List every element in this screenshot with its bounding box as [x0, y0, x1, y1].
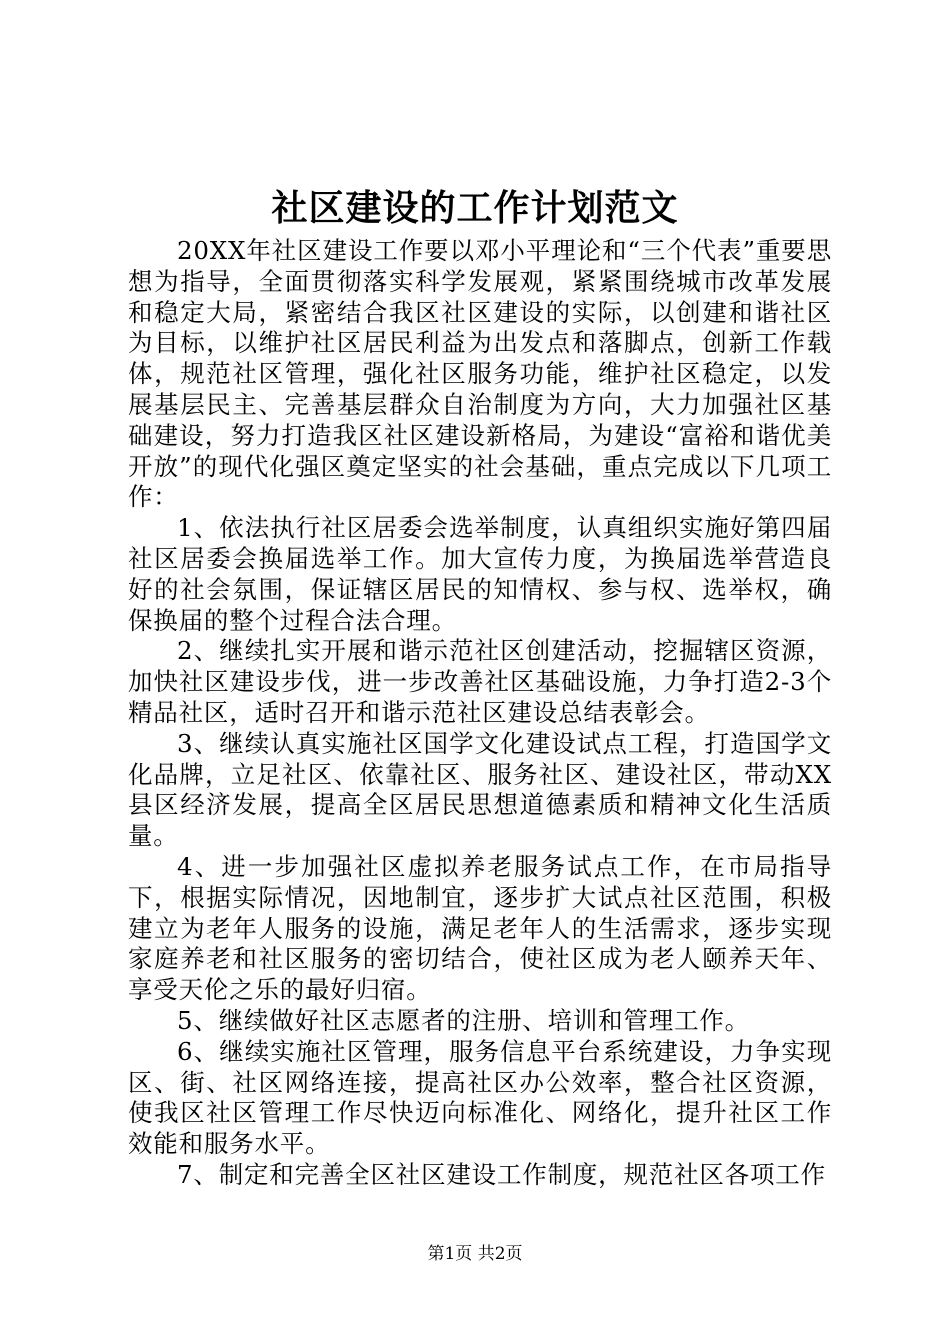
paragraph-item-7: 7、制定和完善全区社区建设工作制度，规范社区各项工作: [177, 1159, 826, 1189]
paragraph-item-1: 1、依法执行社区居委会选举制度，认真组织实施好第四届社区居委会换届选举工作。加大宣传力度，为换届选举营造良好的社会氛围，保证辖区居民的知情权、参与权、选举权，确保换届的整个过程合法合理。: [128, 513, 832, 635]
paragraph-item-4: 4、进一步加强社区虚拟养老服务试点工作，在市局指导下，根据实际情况，因地制宜，逐步扩大试点社区范围，积极建立为老年人服务的设施，满足老年人的生活需求，逐步实现家庭养老和社区服务的密切结合，使社区成为老人颐养天年、享受天伦之乐的最好归宿。: [128, 851, 832, 1005]
paragraph-item-6: 6、继续实施社区管理，服务信息平台系统建设，力争实现区、街、社区网络连接，提高社区办公效率，整合社区资源，使我区社区管理工作尽快迈向标准化、网络化，提升社区工作效能和服务水平。: [128, 1036, 832, 1159]
paragraph-item-2: 2、继续扎实开展和谐示范社区创建活动，挖掘辖区资源，加快社区建设步伐，进一步改善社区基础设施，力争打造2-3个精品社区，适时召开和谐示范社区建设总结表彰会。: [128, 636, 832, 727]
page-footer: 第1页 共2页: [427, 1244, 523, 1264]
paragraph-item-3: 3、继续认真实施社区国学文化建设试点工程，打造国学文化品牌，立足社区、依靠社区、服务社区、建设社区，带动XX县区经济发展，提高全区居民思想道德素质和精神文化生活质量。: [128, 728, 832, 851]
document-title: 社区建设的工作计划范文: [271, 187, 679, 229]
paragraph-item-5: 5、继续做好社区志愿者的注册、培训和管理工作。: [177, 1005, 750, 1035]
paragraph-intro: 20XX年社区建设工作要以邓小平理论和“三个代表”重要思想为指导，全面贯彻落实科学发展观，紧紧围绕城市改革发展和稳定大局，紧密结合我区社区建设的实际，以创建和谐社区为目标，以维护社区居民利益为出发点和落脚点，创新工作载体，规范社区管理，强化社区服务功能，维护社区稳定，以发展基层民主、完善基层群众自治制度为方向，大力加强社区基础建设，努力打造我区社区建设新格局，为建设“富裕和谐优美开放”的现代化强区奠定坚实的社会基础，重点完成以下几项工作：: [128, 236, 833, 512]
document-body: [128, 236, 832, 1191]
